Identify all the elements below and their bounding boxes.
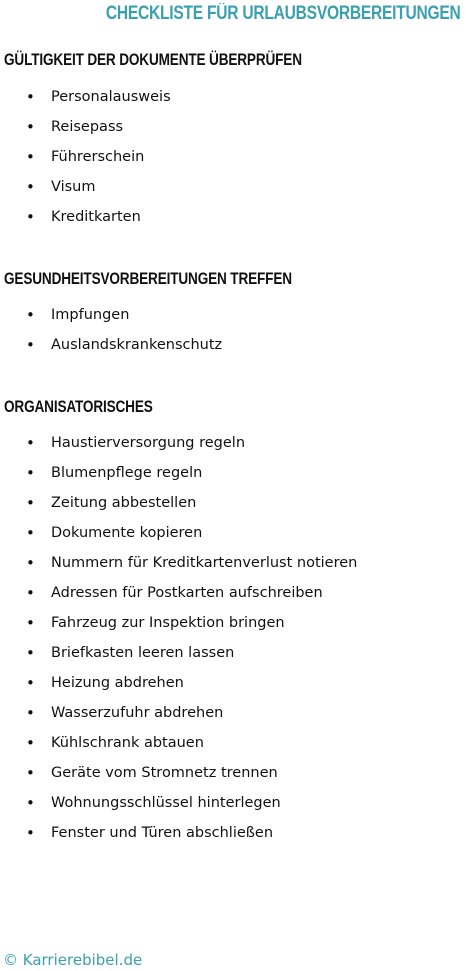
list-item-label: Kühlschrank abtauen [51,735,204,751]
list-item-label: Zeitung abbestellen [51,495,197,511]
list-item-label: Auslandskrankenschutz [51,337,223,353]
bullet-icon: • [26,306,35,324]
section-heading-health: GESUNDHEITSVORBEREITUNGEN TREFFEN [4,269,292,288]
list-item-label: Dokumente kopieren [51,525,203,541]
bullet-icon: • [26,148,35,166]
list-item-label: Personalausweis [51,89,171,105]
list-item-label: Reisepass [51,119,124,135]
list-item-label: Wasserzufuhr abdrehen [51,705,224,721]
section-heading-documents: GÜLTIGKEIT DER DOKUMENTE ÜBERPRÜFEN [4,50,302,69]
bullet-icon: • [26,644,35,662]
list-item-label: Adressen für Postkarten aufschreiben [51,585,323,601]
bullet-icon: • [26,554,35,572]
bullet-icon: • [26,584,35,602]
bullet-icon: • [26,704,35,722]
bullet-icon: • [26,734,35,752]
bullet-icon: • [26,118,35,136]
bullet-icon: • [26,824,35,842]
bullet-icon: • [26,88,35,106]
list-item-label: Geräte vom Stromnetz trennen [51,765,278,781]
list-item-label: Kreditkarten [51,209,141,225]
list-item-label: Fenster und Türen abschließen [51,825,274,841]
list-item-label: Briefkasten leeren lassen [51,645,235,661]
bullet-icon: • [26,336,35,354]
section-heading-organisational: ORGANISATORISCHES [4,397,153,416]
footer-credit: © Karrierebibel.de [3,951,143,969]
list-item-label: Wohnungsschlüssel hinterlegen [51,795,281,811]
bullet-icon: • [26,434,35,452]
list-item-label: Fahrzeug zur Inspektion bringen [51,615,285,631]
bullet-icon: • [26,524,35,542]
page-title: CHECKLISTE FÜR URLAUBSVORBEREITUNGEN [106,3,461,24]
bullet-icon: • [26,614,35,632]
list-item-label: Führerschein [51,149,145,165]
list-item-label: Heizung abdrehen [51,675,184,691]
list-item-label: Haustierversorgung regeln [51,435,246,451]
list-item-label: Blumenpflege regeln [51,465,203,481]
list-item-label: Visum [51,179,96,195]
bullet-icon: • [26,764,35,782]
list-item-label: Nummern für Kreditkartenverlust notieren [51,555,358,571]
bullet-icon: • [26,208,35,226]
bullet-icon: • [26,794,35,812]
bullet-icon: • [26,494,35,512]
bullet-icon: • [26,178,35,196]
bullet-icon: • [26,674,35,692]
bullet-icon: • [26,464,35,482]
list-item-label: Impfungen [51,307,130,323]
